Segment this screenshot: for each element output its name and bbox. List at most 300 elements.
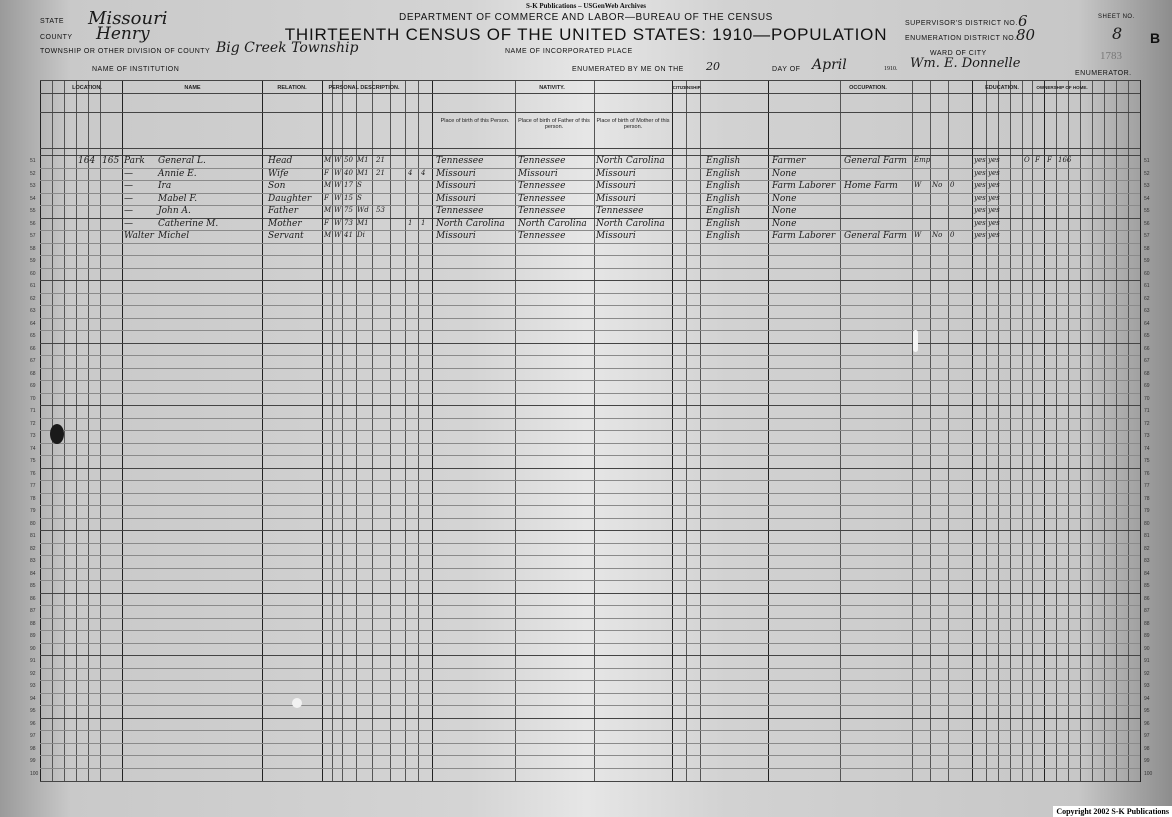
grid-vline — [594, 80, 595, 782]
county-label: COUNTY — [40, 34, 73, 41]
row-number: 86 — [30, 596, 36, 602]
colgroup-citizenship: CITIZENSHIP. — [672, 85, 702, 90]
colgroup-occupation: OCCUPATION. — [849, 85, 887, 91]
record-age: 75 — [344, 206, 353, 214]
row-number: 74 — [1144, 446, 1150, 452]
grid-row-line — [40, 480, 1140, 481]
record-birthplace: North Carolina — [436, 219, 505, 229]
grid-row-line — [40, 455, 1140, 456]
record-race: W — [334, 231, 342, 239]
row-number: 82 — [30, 546, 36, 552]
township-label: TOWNSHIP OR OTHER DIVISION OF COUNTY — [40, 48, 211, 55]
row-number: 52 — [30, 171, 36, 177]
grid-vline — [912, 80, 913, 782]
row-number: 59 — [1144, 258, 1150, 264]
grid-vline — [262, 80, 263, 782]
record-race: W — [334, 156, 342, 164]
colgroup-location: LOCATION. — [72, 85, 102, 91]
row-number: 51 — [30, 158, 36, 164]
grid-vline — [432, 80, 433, 782]
supervisor-label: SUPERVISOR'S DISTRICT NO. — [905, 20, 1018, 27]
record-trade: Farm Laborer — [772, 181, 836, 191]
grid-vline — [64, 80, 65, 782]
record-relation: Son — [268, 181, 286, 191]
record-age: 15 — [344, 194, 353, 202]
row-number: 93 — [30, 683, 36, 689]
record-race: W — [334, 169, 342, 177]
record-marital: Di — [357, 231, 365, 239]
record-dwelling: 164 — [78, 156, 96, 166]
row-number: 85 — [1144, 583, 1150, 589]
enumeration-label: ENUMERATION DISTRICT NO. — [905, 35, 1017, 42]
record-years-married: 21 — [376, 169, 385, 177]
row-number: 68 — [30, 371, 36, 377]
record-given: General L. — [158, 156, 206, 166]
record-write: yes — [988, 219, 1000, 227]
row-number: 62 — [1144, 296, 1150, 302]
grid-row-line — [40, 530, 1140, 531]
record-sex: F — [324, 169, 329, 177]
grid-vline — [322, 80, 323, 782]
row-number: 75 — [30, 458, 36, 464]
record-farm: F — [1047, 156, 1052, 164]
row-number: 52 — [1144, 171, 1150, 177]
record-relation: Wife — [268, 169, 289, 179]
grid-row-line — [40, 343, 1140, 344]
grid-vline — [686, 80, 687, 782]
record-out-of-work: No — [932, 181, 943, 189]
record-marital: M1 — [357, 219, 369, 227]
row-number: 71 — [30, 408, 36, 414]
grid-row-line — [40, 718, 1140, 719]
row-number: 79 — [1144, 508, 1150, 514]
record-language: English — [706, 181, 741, 191]
record-write: yes — [988, 206, 1000, 214]
row-number: 56 — [30, 221, 36, 227]
row-number: 95 — [30, 708, 36, 714]
record-language: English — [706, 194, 741, 204]
row-number: 97 — [1144, 733, 1150, 739]
record-relation: Father — [268, 206, 299, 216]
grid-vline — [840, 80, 841, 782]
record-language: English — [706, 169, 741, 179]
record-father-birthplace: Tennessee — [518, 194, 566, 204]
grid-row-line — [40, 755, 1140, 756]
row-number: 100 — [30, 771, 39, 777]
county-value: Henry — [96, 24, 150, 44]
record-language: English — [706, 206, 741, 216]
grid-vline — [1140, 80, 1141, 782]
state-label: STATE — [40, 18, 65, 25]
grid-row-line — [40, 593, 1140, 594]
record-industry: Home Farm — [844, 181, 898, 191]
grid-vline — [342, 80, 343, 782]
grid-vline — [418, 80, 419, 782]
record-sex: F — [324, 194, 329, 202]
row-number: 54 — [30, 196, 36, 202]
row-number: 96 — [30, 721, 36, 727]
grid-vline — [700, 80, 701, 782]
subhead-birthplace: Place of birth of this Person. — [440, 118, 510, 124]
row-number: 61 — [30, 283, 36, 289]
row-number: 82 — [1144, 546, 1150, 552]
row-number: 90 — [1144, 646, 1150, 652]
row-number: 55 — [30, 208, 36, 214]
record-class: Emp — [914, 156, 931, 164]
record-given: Michel — [158, 231, 190, 241]
grid-vline — [1010, 80, 1011, 782]
row-number: 70 — [30, 396, 36, 402]
record-children-living: 4 — [421, 169, 426, 177]
grid-vline — [1032, 80, 1033, 782]
row-number: 63 — [1144, 308, 1150, 314]
year-value: 1910. — [884, 66, 898, 72]
record-trade: None — [772, 169, 797, 179]
grid-row-line — [40, 468, 1140, 469]
record-relation: Mother — [268, 219, 302, 229]
row-number: 67 — [30, 358, 36, 364]
row-number: 70 — [1144, 396, 1150, 402]
row-number: 87 — [30, 608, 36, 614]
grid-vline — [88, 80, 89, 782]
record-write: yes — [988, 169, 1000, 177]
month-value: April — [812, 57, 847, 73]
record-mother-birthplace: Missouri — [596, 231, 636, 241]
record-children-living: 1 — [421, 219, 426, 227]
record-mother-birthplace: Missouri — [596, 194, 636, 204]
row-number: 98 — [30, 746, 36, 752]
record-out-of-work: No — [932, 231, 943, 239]
row-number: 65 — [30, 333, 36, 339]
grid-row-line — [40, 618, 1140, 619]
grid-vline — [986, 80, 987, 782]
record-birthplace: Missouri — [436, 194, 476, 204]
row-number: 56 — [1144, 221, 1150, 227]
grid-vline — [1044, 80, 1045, 782]
state-value: Missouri — [88, 8, 168, 29]
grid-vline — [948, 80, 949, 782]
row-number: 80 — [30, 521, 36, 527]
department-heading: DEPARTMENT OF COMMERCE AND LABOR—BUREAU OF THE CENSUS — [399, 12, 773, 23]
subhead-mother-birthplace: Place of birth of Mother of this person. — [596, 118, 670, 130]
grid-row-line — [40, 368, 1140, 369]
row-number: 69 — [30, 383, 36, 389]
record-birthplace: Missouri — [436, 231, 476, 241]
record-given: Mabel F. — [158, 194, 198, 204]
enumeration-value: 80 — [1016, 26, 1036, 44]
row-number: 92 — [30, 671, 36, 677]
grid-row-line — [40, 605, 1140, 606]
grid-row-line — [40, 505, 1140, 506]
record-relation: Head — [268, 156, 293, 166]
census-title: THIRTEENTH CENSUS OF THE UNITED STATES: 1910—POPULATION — [284, 25, 888, 44]
supervisor-value: 6 — [1018, 12, 1028, 30]
row-number: 77 — [30, 483, 36, 489]
record-mother-birthplace: North Carolina — [596, 156, 665, 166]
row-number: 58 — [1144, 246, 1150, 252]
grid-vline — [672, 80, 673, 782]
grid-vline — [1056, 80, 1057, 782]
paper-tear — [913, 330, 918, 352]
paper-spot — [292, 698, 302, 708]
record-read: yes — [974, 219, 986, 227]
record-mother-birthplace: Missouri — [596, 181, 636, 191]
record-write: yes — [988, 194, 1000, 202]
grid-row-line — [40, 743, 1140, 744]
row-number: 69 — [1144, 383, 1150, 389]
place-label: NAME OF INCORPORATED PLACE — [505, 48, 633, 55]
row-number: 63 — [30, 308, 36, 314]
record-marital: S — [357, 181, 362, 189]
grid-row-line — [40, 443, 1140, 444]
grid-vline — [76, 80, 77, 782]
record-given: John A. — [158, 206, 191, 216]
record-family: 165 — [102, 156, 120, 166]
row-number: 94 — [1144, 696, 1150, 702]
colgroup-personal: PERSONAL DESCRIPTION. — [328, 85, 400, 91]
record-marital: Wd — [357, 206, 369, 214]
grid-row-line — [40, 705, 1140, 706]
grid-bottom-line — [40, 781, 1140, 782]
record-write: yes — [988, 231, 1000, 239]
row-number: 76 — [30, 471, 36, 477]
row-number: 64 — [30, 321, 36, 327]
row-number: 74 — [30, 446, 36, 452]
sheet-side: B — [1150, 30, 1161, 46]
grid-vline — [122, 80, 123, 782]
record-age: 50 — [344, 156, 353, 164]
grid-row-line — [40, 655, 1140, 656]
record-read: yes — [974, 194, 986, 202]
record-free: F — [1035, 156, 1040, 164]
row-number: 59 — [30, 258, 36, 264]
grid-vline — [332, 80, 333, 782]
record-race: W — [334, 206, 342, 214]
record-write: yes — [988, 181, 1000, 189]
record-surname: Walter — [124, 231, 154, 241]
record-race: W — [334, 181, 342, 189]
row-number: 57 — [1144, 233, 1150, 239]
row-number: 84 — [30, 571, 36, 577]
colgroup-education: EDUCATION. — [985, 85, 1019, 91]
row-number: 54 — [1144, 196, 1150, 202]
grid-row-line — [40, 405, 1140, 406]
record-father-birthplace: North Carolina — [518, 219, 587, 229]
record-children-born: 4 — [408, 169, 413, 177]
grid-vline — [100, 80, 101, 782]
record-given: Ira — [158, 181, 172, 191]
row-number: 77 — [1144, 483, 1150, 489]
grid-vline — [1080, 80, 1081, 782]
subhead-father-birthplace: Place of birth of Father of this person. — [518, 118, 590, 130]
record-age: 40 — [344, 169, 353, 177]
record-surname: — — [124, 169, 133, 179]
record-read: yes — [974, 206, 986, 214]
grid-row-line — [40, 293, 1140, 294]
enumerated-label: ENUMERATED BY ME ON THE — [572, 66, 684, 73]
record-father-birthplace: Tennessee — [518, 206, 566, 216]
grid-vline — [1104, 80, 1105, 782]
grid-vline — [515, 80, 516, 782]
record-age: 17 — [344, 181, 353, 189]
grid-row-line — [40, 243, 1140, 244]
record-surname: Park — [124, 156, 145, 166]
colgroup-relation: RELATION. — [277, 85, 307, 91]
grid-vline — [390, 80, 391, 782]
record-given: Annie E. — [158, 169, 197, 179]
row-number: 66 — [30, 346, 36, 352]
grid-row-line — [40, 768, 1140, 769]
record-age: 73 — [344, 219, 353, 227]
grid-header-line — [40, 80, 1140, 81]
record-mother-birthplace: North Carolina — [596, 219, 665, 229]
ward-label: WARD OF CITY — [930, 50, 987, 57]
stamp-number: 1783 — [1100, 50, 1122, 62]
record-read: yes — [974, 156, 986, 164]
row-number: 89 — [1144, 633, 1150, 639]
enumerated-day: 20 — [706, 60, 720, 73]
grid-row-line — [40, 518, 1140, 519]
row-number: 96 — [1144, 721, 1150, 727]
row-number: 99 — [30, 758, 36, 764]
row-number: 88 — [30, 621, 36, 627]
row-number: 67 — [1144, 358, 1150, 364]
record-mother-birthplace: Missouri — [596, 169, 636, 179]
record-relation: Daughter — [268, 194, 312, 204]
record-birthplace: Tennessee — [436, 156, 484, 166]
row-number: 91 — [1144, 658, 1150, 664]
row-number: 95 — [1144, 708, 1150, 714]
grid-row-line — [40, 493, 1140, 494]
record-birthplace: Missouri — [436, 169, 476, 179]
row-number: 60 — [1144, 271, 1150, 277]
row-number: 73 — [1144, 433, 1150, 439]
grid-row-line — [40, 380, 1140, 381]
grid-row-line — [40, 255, 1140, 256]
record-trade: None — [772, 219, 797, 229]
record-industry: General Farm — [844, 231, 907, 241]
grid-row-line — [40, 393, 1140, 394]
grid-vline — [1022, 80, 1023, 782]
row-number: 84 — [1144, 571, 1150, 577]
record-industry: General Farm — [844, 156, 907, 166]
row-number: 61 — [1144, 283, 1150, 289]
row-number: 55 — [1144, 208, 1150, 214]
grid-row-line — [40, 330, 1140, 331]
grid-header-line — [40, 93, 1140, 94]
record-age: 41 — [344, 231, 353, 239]
grid-row-line — [40, 318, 1140, 319]
record-children-born: 1 — [408, 219, 413, 227]
record-surname: — — [124, 206, 133, 216]
row-number: 62 — [30, 296, 36, 302]
colgroup-name: NAME — [184, 85, 201, 91]
row-number: 79 — [30, 508, 36, 514]
record-marital: M1 — [357, 156, 369, 164]
copyright-notice: Copyright 2002 S-K Publications — [1053, 806, 1172, 817]
row-number: 73 — [30, 433, 36, 439]
record-birthplace: Missouri — [436, 181, 476, 191]
record-marital: M1 — [357, 169, 369, 177]
grid-row-line — [40, 668, 1140, 669]
record-birthplace: Tennessee — [436, 206, 484, 216]
row-number: 80 — [1144, 521, 1150, 527]
row-number: 94 — [30, 696, 36, 702]
grid-header-line — [40, 112, 1140, 113]
row-number: 51 — [1144, 158, 1150, 164]
record-surname: — — [124, 181, 133, 191]
row-number: 53 — [30, 183, 36, 189]
record-weeks: 0 — [950, 231, 955, 239]
record-read: yes — [974, 169, 986, 177]
row-number: 89 — [30, 633, 36, 639]
record-mother-birthplace: Tennessee — [596, 206, 644, 216]
record-trade: Farm Laborer — [772, 231, 836, 241]
record-years-married: 53 — [376, 206, 385, 214]
record-given: Catherine M. — [158, 219, 219, 229]
row-number: 86 — [1144, 596, 1150, 602]
row-number: 100 — [1144, 771, 1153, 777]
row-number: 85 — [30, 583, 36, 589]
record-race: W — [334, 194, 342, 202]
enumerator-label: ENUMERATOR. — [1075, 70, 1132, 77]
township-value: Big Creek Township — [216, 40, 359, 56]
day-of-label: DAY OF — [772, 66, 801, 73]
row-number: 99 — [1144, 758, 1150, 764]
row-number: 72 — [1144, 421, 1150, 427]
grid-vline — [1128, 80, 1129, 782]
row-number: 97 — [30, 733, 36, 739]
row-number: 81 — [1144, 533, 1150, 539]
row-number: 78 — [30, 496, 36, 502]
grid-header-line — [40, 148, 1140, 149]
colgroup-nativity: NATIVITY. — [539, 85, 565, 91]
record-marital: S — [357, 194, 362, 202]
record-relation: Servant — [268, 231, 304, 241]
grid-vline — [1092, 80, 1093, 782]
sheet-label: SHEET NO. — [1098, 14, 1135, 20]
row-number: 90 — [30, 646, 36, 652]
record-class: W — [914, 231, 922, 239]
grid-row-line — [40, 305, 1140, 306]
grid-vline — [1068, 80, 1069, 782]
grid-row-line — [40, 580, 1140, 581]
record-class: W — [914, 181, 922, 189]
row-number: 58 — [30, 246, 36, 252]
record-weeks: 0 — [950, 181, 955, 189]
sheet-value: 8 — [1112, 24, 1123, 43]
row-number: 57 — [30, 233, 36, 239]
record-sex: M — [324, 206, 332, 214]
row-number: 83 — [1144, 558, 1150, 564]
record-surname: — — [124, 194, 133, 204]
record-father-birthplace: Tennessee — [518, 231, 566, 241]
record-trade: None — [772, 194, 797, 204]
record-father-birthplace: Tennessee — [518, 156, 566, 166]
row-number: 64 — [1144, 321, 1150, 327]
grid-row-line — [40, 693, 1140, 694]
row-number: 68 — [1144, 371, 1150, 377]
record-schedule: 166 — [1058, 156, 1072, 164]
row-number: 93 — [1144, 683, 1150, 689]
grid-row-line — [40, 268, 1140, 269]
ink-blot — [50, 424, 64, 444]
colgroup-ownership: OWNERSHIP OF HOME. — [1036, 85, 1088, 90]
row-number: 75 — [1144, 458, 1150, 464]
record-own: O — [1024, 156, 1030, 164]
grid-row-line — [40, 418, 1140, 419]
row-number: 65 — [1144, 333, 1150, 339]
